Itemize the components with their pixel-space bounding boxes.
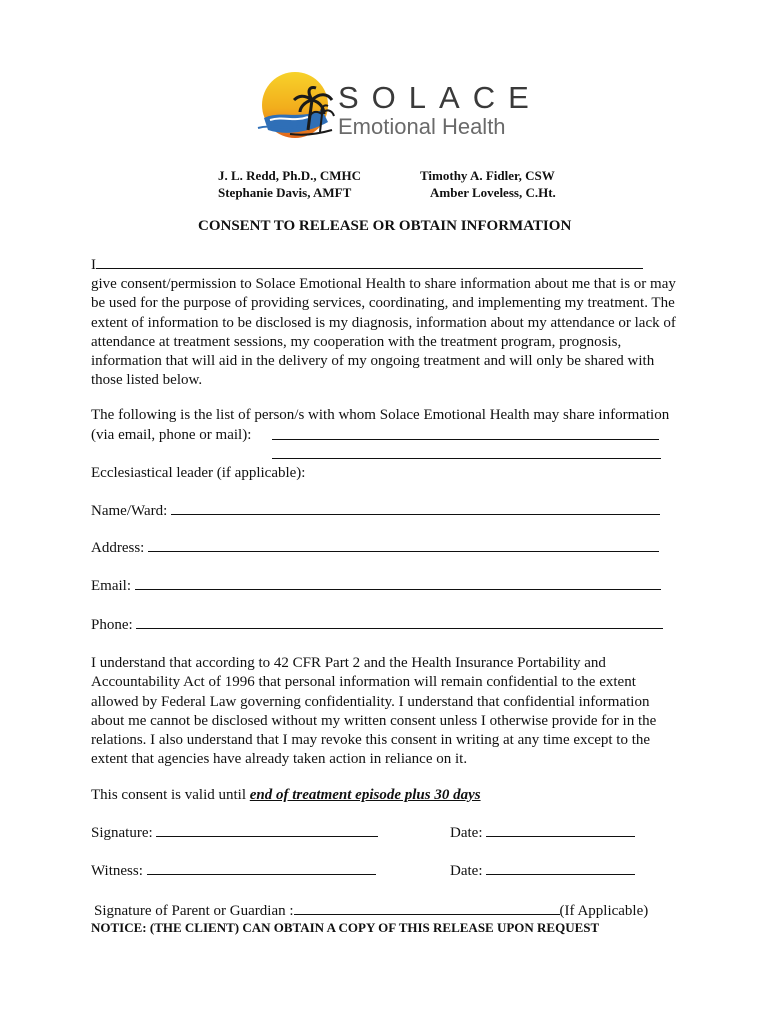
date-label: Date: xyxy=(450,863,483,879)
validity-value: end of treatment episode plus 30 days xyxy=(249,787,481,803)
document-title: CONSENT TO RELEASE OR OBTAIN INFORMATION xyxy=(198,218,572,234)
email-row xyxy=(91,577,661,596)
brand-name: SOLACE xyxy=(338,80,542,115)
signature-date-row xyxy=(450,824,635,843)
notice-text: NOTICE: (THE CLIENT) CAN OBTAIN A COPY OF THIS RELEASE UPON REQUEST xyxy=(91,920,600,935)
consent-paragraph xyxy=(91,275,691,391)
address-label: Address: xyxy=(91,540,145,556)
witness-input[interactable] xyxy=(147,862,376,875)
signature-date-input[interactable] xyxy=(486,824,635,837)
consent-line: extent of information to be disclosed is my diagnosis, information about my attendance or lack of xyxy=(91,314,676,331)
validity-prefix: This consent is valid until xyxy=(91,787,246,803)
cfr-line: I understand that according to 42 CFR Part 2 and the Health Insurance Portability and xyxy=(91,655,606,671)
witness-row xyxy=(91,862,376,881)
validity-row xyxy=(91,786,481,805)
staff-name: Timothy A. Fidler, CSW xyxy=(420,168,555,183)
staff-left xyxy=(218,167,361,201)
name-ward-row xyxy=(91,502,660,521)
client-name-input[interactable] xyxy=(96,256,643,269)
signature-row xyxy=(91,824,378,843)
solace-logo-icon xyxy=(250,70,340,140)
consent-line: attendance at treatment sessions, my cooperation with the treatment program, prognosis, xyxy=(91,333,622,350)
cfr-paragraph xyxy=(91,654,691,770)
parent-suffix: (If Applicable) xyxy=(559,903,649,919)
name-ward-input[interactable] xyxy=(171,502,660,515)
list-intro: The following is the list of person/s with whom Solace Emotional Health may share information xyxy=(91,407,670,423)
consent-line: give consent/permission to Solace Emotional Health to share information about me that is or may xyxy=(91,276,676,292)
witness-date-row xyxy=(450,862,635,881)
email-label: Email: xyxy=(91,578,131,594)
witness-label: Witness: xyxy=(91,863,143,879)
cfr-line: allowed by Federal Law governing confidentiality. I understand that confidential information xyxy=(91,693,650,710)
consent-line: information that will aid in the delivery of my ongoing treatment and will only be shared with xyxy=(91,353,655,370)
consent-name-row xyxy=(91,256,643,275)
parent-row xyxy=(94,902,648,921)
staff-name: Amber Loveless, C.Ht. xyxy=(430,185,556,200)
phone-row xyxy=(91,616,663,635)
staff-right xyxy=(420,167,556,201)
phone-label: Phone: xyxy=(91,617,133,633)
parent-signature-input[interactable] xyxy=(294,902,560,915)
name-ward-label: Name/Ward: xyxy=(91,503,168,519)
email-input[interactable] xyxy=(135,577,661,590)
staff-name: Stephanie Davis, AMFT xyxy=(218,185,352,200)
signature-label: Signature: xyxy=(91,825,153,841)
consent-line: those listed below. xyxy=(91,372,203,389)
brand-subtitle: Emotional Health xyxy=(338,114,506,139)
ecclesiastical-label: Ecclesiastical leader (if applicable): xyxy=(91,465,306,481)
phone-input[interactable] xyxy=(136,616,663,629)
cfr-line: relations. I also understand that I may revoke this consent in writing at any time except to the xyxy=(91,732,651,749)
address-input[interactable] xyxy=(148,539,659,552)
cfr-line: Accountability Act of 1996 that personal information will remain confidential to the extent xyxy=(91,674,636,691)
cfr-line: about me cannot be disclosed without my written consent unless I otherwise provide for in the xyxy=(91,712,657,729)
contact-method-input-1[interactable] xyxy=(272,427,659,440)
parent-label: Signature of Parent or Guardian : xyxy=(94,903,294,919)
contact-method-label: (via email, phone or mail): xyxy=(91,427,252,443)
brand-block xyxy=(338,82,542,140)
consent-prefix: I xyxy=(91,257,96,273)
address-row xyxy=(91,539,659,558)
cfr-line: extent that agencies have already taken action in reliance on it. xyxy=(91,751,468,768)
contact-method-input-2[interactable] xyxy=(272,446,661,459)
consent-line: be used for the purpose of providing services, coordinating, and implementing my treatment. The xyxy=(91,295,675,312)
signature-input[interactable] xyxy=(156,824,378,837)
date-label: Date: xyxy=(450,825,483,841)
staff-name: J. L. Redd, Ph.D., CMHC xyxy=(218,168,362,183)
witness-date-input[interactable] xyxy=(486,862,635,875)
